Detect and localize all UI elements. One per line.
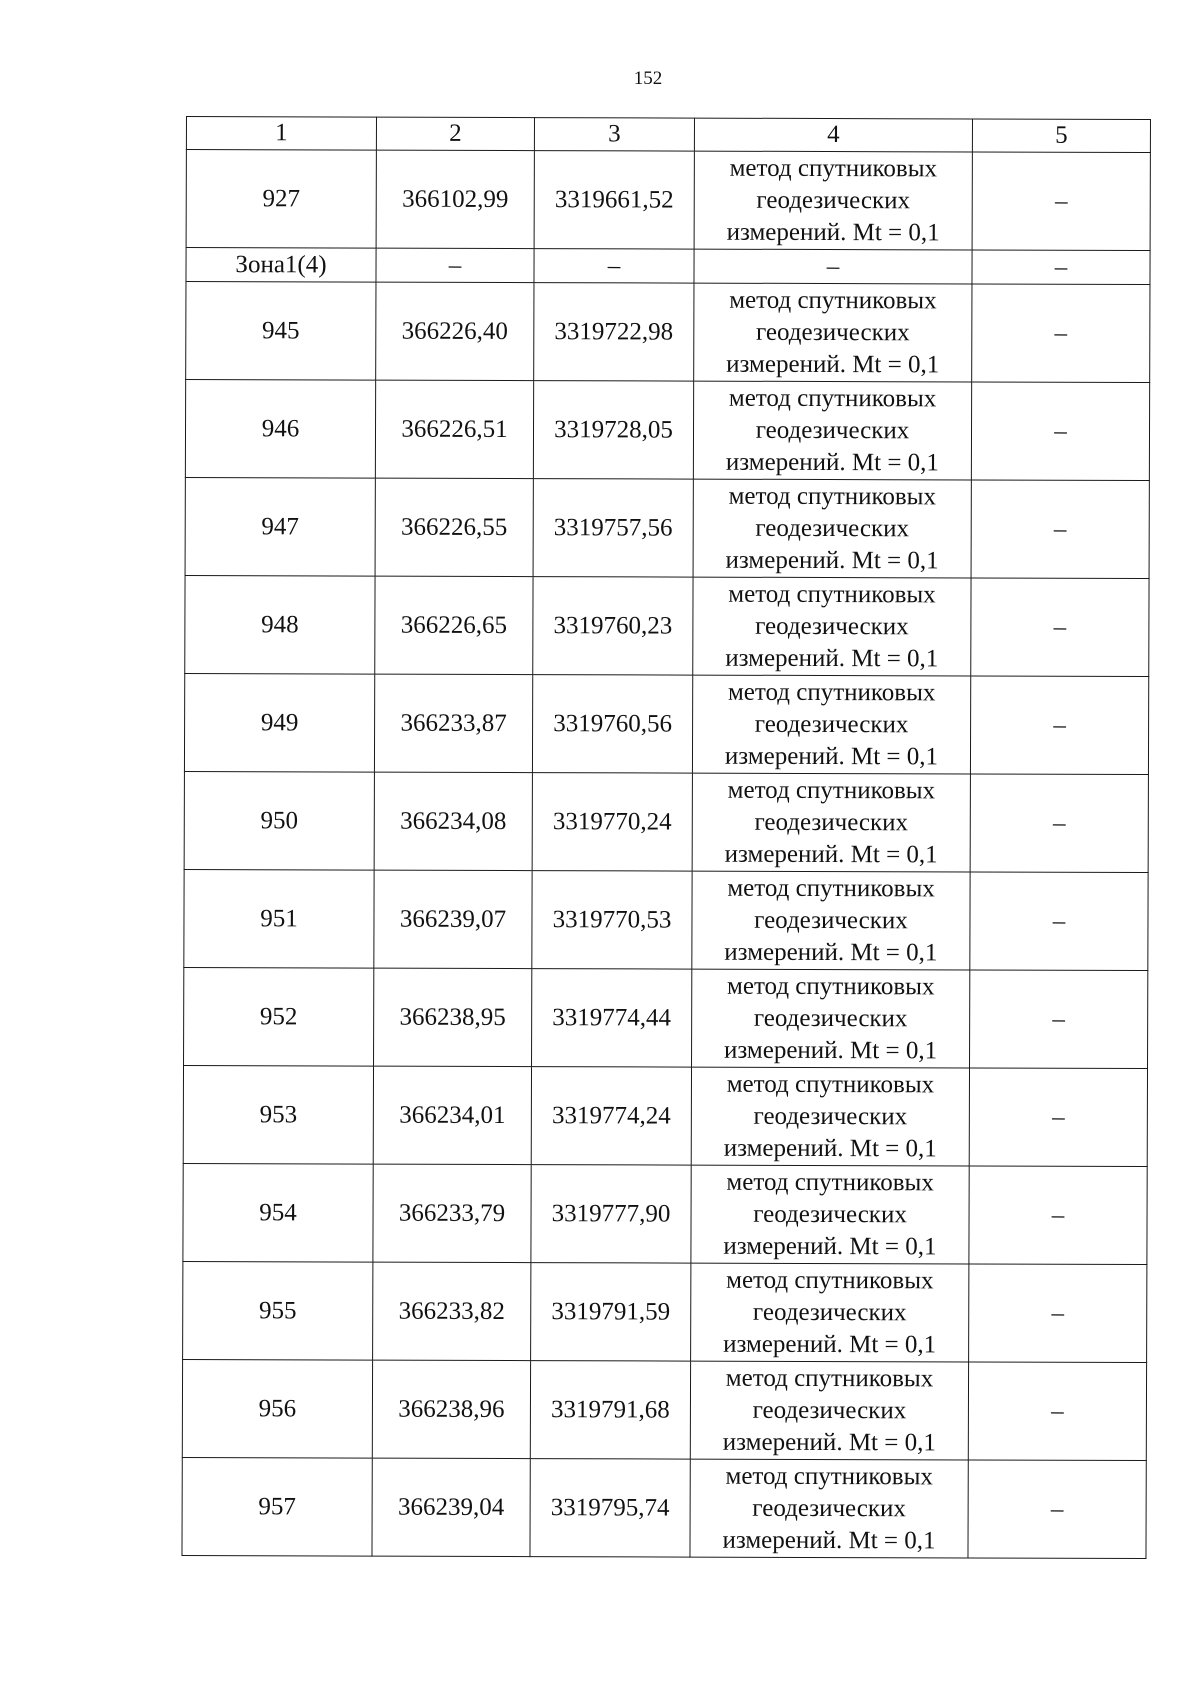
- y-coordinate-cell: –: [534, 249, 694, 284]
- note-cell: –: [971, 382, 1149, 481]
- y-coordinate-cell: 3319722,98: [534, 283, 694, 382]
- y-coordinate-cell: 3319770,53: [532, 871, 692, 970]
- y-coordinate-cell: 3319770,24: [532, 773, 692, 872]
- point-number-cell: 948: [185, 575, 375, 674]
- note-cell: –: [969, 1068, 1147, 1167]
- method-line: метод спутниковых: [729, 286, 937, 314]
- coordinates-table: [181, 116, 1151, 1559]
- method-cell: [694, 151, 972, 250]
- x-coordinate-cell: 366226,55: [375, 478, 533, 576]
- method-line: метод спутниковых: [727, 874, 935, 902]
- point-number-cell: 927: [186, 150, 376, 249]
- method-line: измерений. Mt = 0,1: [726, 218, 940, 246]
- page-number: 152: [633, 68, 663, 89]
- method-line: геодезических: [756, 186, 911, 214]
- point-number-cell: 952: [184, 967, 374, 1066]
- table-row: [184, 673, 1148, 774]
- method-cell: [694, 249, 972, 284]
- table-header: [186, 117, 1150, 153]
- table-row: [186, 282, 1150, 383]
- method-line: –: [826, 253, 840, 281]
- method-line: измерений. Mt = 0,1: [723, 1036, 938, 1064]
- method-line: геодезических: [752, 1396, 907, 1424]
- point-number-cell: 949: [184, 673, 374, 772]
- y-coordinate-cell: 3319661,52: [534, 151, 694, 250]
- header-cell-1: 1: [186, 117, 376, 151]
- method-line: метод спутниковых: [726, 1070, 935, 1098]
- method-cell: [693, 479, 971, 578]
- note-cell: –: [972, 284, 1150, 383]
- zone-row: [186, 248, 1150, 285]
- method-line: геодезических: [752, 1298, 907, 1326]
- note-cell: –: [972, 152, 1150, 251]
- x-coordinate-cell: 366226,65: [375, 576, 533, 674]
- note-cell: –: [970, 872, 1148, 971]
- x-coordinate-cell: 366226,40: [376, 282, 534, 380]
- method-line: геодезических: [754, 808, 909, 836]
- table-row: [183, 1163, 1147, 1264]
- y-coordinate-cell: 3319791,59: [531, 1263, 691, 1362]
- header-row: [186, 117, 1150, 153]
- x-coordinate-cell: 366233,79: [373, 1164, 531, 1262]
- x-coordinate-cell: 366234,08: [374, 772, 532, 870]
- note-cell: –: [972, 250, 1150, 285]
- method-line: измерений. Mt = 0,1: [723, 1330, 937, 1358]
- method-line: метод спутниковых: [727, 776, 936, 804]
- method-line: геодезических: [754, 710, 909, 738]
- note-cell: –: [970, 774, 1148, 873]
- point-number-cell: Зона1(4): [186, 248, 376, 283]
- method-cell: [691, 1165, 969, 1264]
- method-cell: [692, 675, 970, 774]
- point-number-cell: 955: [183, 1261, 373, 1360]
- method-line: измерений. Mt = 0,1: [724, 742, 939, 770]
- y-coordinate-cell: 3319774,24: [531, 1067, 691, 1166]
- method-line: метод спутниковых: [728, 482, 937, 510]
- header-cell-3: 3: [534, 118, 694, 152]
- method-line: измерений. Mt = 0,1: [726, 350, 940, 378]
- method-line: метод спутниковых: [726, 1266, 934, 1294]
- y-coordinate-cell: 3319760,23: [533, 577, 693, 676]
- point-number-cell: 951: [184, 869, 374, 968]
- y-coordinate-cell: 3319795,74: [530, 1459, 690, 1558]
- table-row: [182, 1359, 1146, 1460]
- y-coordinate-cell: 3319791,68: [530, 1361, 690, 1460]
- y-coordinate-cell: 3319757,56: [533, 479, 693, 578]
- x-coordinate-cell: 366233,82: [373, 1262, 531, 1360]
- table-row: [183, 1065, 1147, 1166]
- method-line: геодезических: [752, 1494, 906, 1522]
- table-row: [183, 1261, 1147, 1362]
- y-coordinate-cell: 3319777,90: [531, 1165, 691, 1264]
- point-number-cell: 947: [185, 477, 375, 576]
- method-line: метод спутниковых: [728, 384, 937, 412]
- method-line: геодезических: [755, 514, 910, 542]
- table-row: [185, 477, 1149, 578]
- y-coordinate-cell: 3319728,05: [533, 381, 693, 480]
- x-coordinate-cell: 366102,99: [376, 150, 534, 248]
- method-line: измерений. Mt = 0,1: [724, 840, 938, 868]
- table-row: [185, 380, 1149, 481]
- method-line: измерений. Mt = 0,1: [725, 448, 939, 476]
- method-line: геодезических: [753, 1004, 908, 1032]
- x-coordinate-cell: 366233,87: [374, 674, 532, 772]
- x-coordinate-cell: 366234,01: [373, 1066, 531, 1164]
- note-cell: –: [971, 578, 1149, 677]
- point-number-cell: 953: [183, 1065, 373, 1164]
- method-line: метод спутниковых: [725, 1462, 933, 1490]
- table-body: [182, 150, 1150, 1559]
- point-number-cell: 954: [183, 1163, 373, 1262]
- method-cell: [692, 773, 970, 872]
- method-cell: [690, 1459, 968, 1558]
- table-row: [186, 150, 1150, 251]
- method-line: геодезических: [753, 1102, 908, 1130]
- table-row: [184, 869, 1148, 970]
- header-cell-5: 5: [972, 119, 1150, 153]
- y-coordinate-cell: 3319774,44: [532, 969, 692, 1068]
- method-line: геодезических: [755, 416, 910, 444]
- x-coordinate-cell: 366239,04: [372, 1458, 530, 1556]
- method-line: геодезических: [755, 318, 910, 346]
- method-cell: [694, 283, 972, 382]
- method-line: измерений. Mt = 0,1: [722, 1428, 936, 1456]
- note-cell: –: [970, 970, 1148, 1069]
- method-line: измерений. Mt = 0,1: [724, 938, 938, 966]
- y-coordinate-cell: 3319760,56: [532, 675, 692, 774]
- method-cell: [691, 1067, 969, 1166]
- point-number-cell: 957: [182, 1457, 372, 1556]
- table-row: [182, 1457, 1146, 1558]
- method-line: метод спутниковых: [727, 678, 936, 706]
- method-cell: [693, 381, 971, 480]
- note-cell: –: [970, 676, 1148, 775]
- method-line: метод спутниковых: [729, 154, 938, 182]
- method-cell: [692, 969, 970, 1068]
- method-line: метод спутниковых: [727, 972, 935, 1000]
- point-number-cell: 945: [186, 282, 376, 381]
- method-cell: [692, 871, 970, 970]
- header-cell-2: 2: [376, 117, 534, 150]
- method-cell: [693, 577, 971, 676]
- x-coordinate-cell: 366238,95: [374, 968, 532, 1066]
- method-line: измерений. Mt = 0,1: [722, 1526, 936, 1554]
- x-coordinate-cell: –: [376, 248, 534, 282]
- method-line: измерений. Mt = 0,1: [725, 644, 939, 672]
- point-number-cell: 956: [182, 1359, 372, 1458]
- table-row: [185, 575, 1149, 676]
- note-cell: –: [969, 1264, 1147, 1363]
- note-cell: –: [971, 480, 1149, 579]
- table-row: [184, 771, 1148, 872]
- method-cell: [691, 1263, 969, 1362]
- method-line: геодезических: [754, 906, 908, 934]
- table-row: [184, 967, 1148, 1068]
- method-line: геодезических: [753, 1200, 907, 1228]
- method-line: измерений. Mt = 0,1: [723, 1232, 937, 1260]
- note-cell: –: [968, 1362, 1146, 1461]
- header-cell-4: 4: [694, 118, 972, 152]
- method-line: измерений. Mt = 0,1: [725, 546, 939, 574]
- x-coordinate-cell: 366238,96: [372, 1360, 530, 1458]
- method-cell: [690, 1361, 968, 1460]
- point-number-cell: 946: [185, 380, 375, 479]
- method-line: метод спутниковых: [728, 580, 936, 608]
- method-line: измерений. Mt = 0,1: [723, 1134, 937, 1162]
- method-line: геодезических: [755, 612, 909, 640]
- x-coordinate-cell: 366226,51: [375, 380, 533, 478]
- method-line: метод спутниковых: [725, 1364, 934, 1392]
- note-cell: –: [968, 1460, 1146, 1559]
- point-number-cell: 950: [184, 771, 374, 870]
- note-cell: –: [969, 1166, 1147, 1265]
- method-line: метод спутниковых: [726, 1168, 934, 1196]
- x-coordinate-cell: 366239,07: [374, 870, 532, 968]
